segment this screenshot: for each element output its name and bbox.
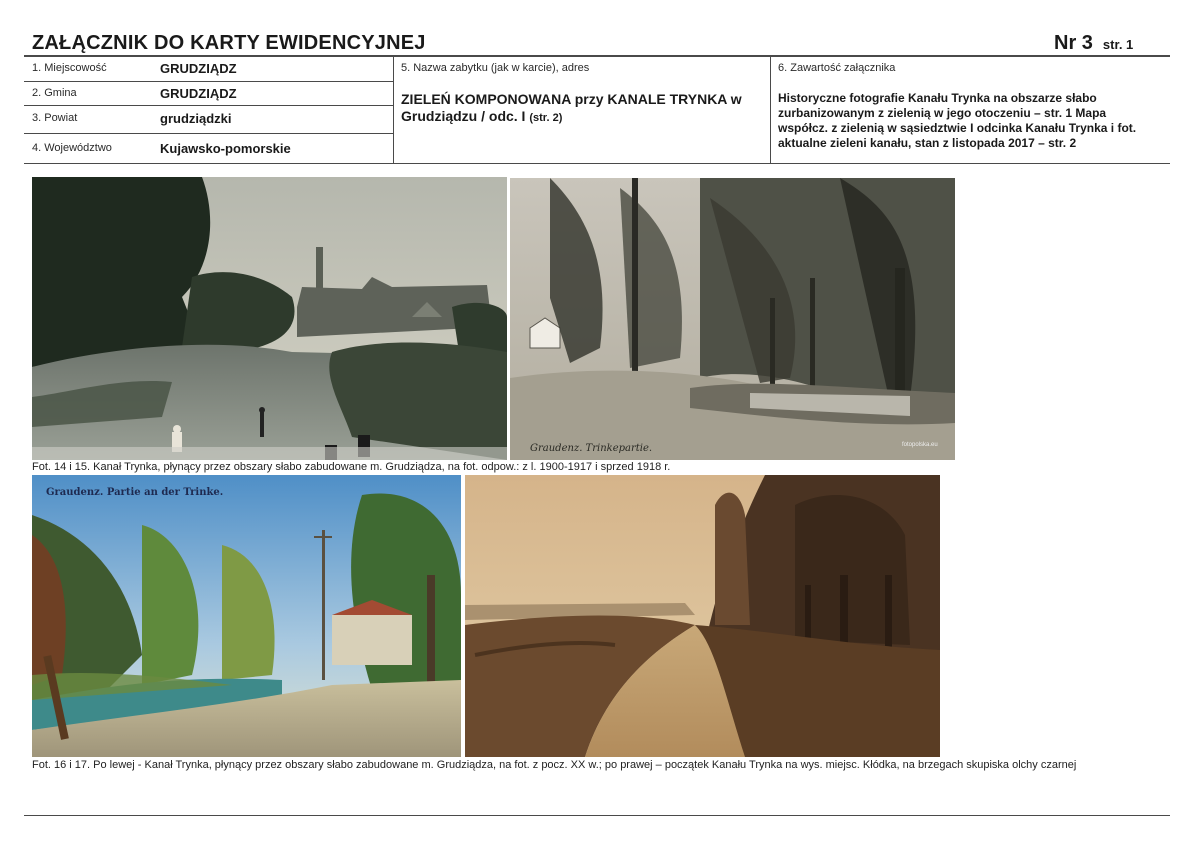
object-name bbox=[401, 91, 771, 127]
field-label-miejscowosc: 1. Miejscowość bbox=[32, 62, 107, 74]
page-number: str. 1 bbox=[1102, 37, 1134, 52]
photo-15-watermark: fotopolska.eu bbox=[902, 442, 938, 448]
caption-photos-16-17: Fot. 16 i 17. Po lewej - Kanał Trynka, płynący przez obszary słabo zabudowane m. Grudziądza, na fot. z pocz. XX w.; po prawej – początek Kanału Trynka na wys. miejsc. Kłódka, na brzegach skupiska olchy czarnej bbox=[32, 759, 1077, 771]
photo-15-inscription: Graudenz. Trinkepartie. bbox=[530, 443, 653, 454]
object-name-suffix: (str. 2) bbox=[529, 112, 563, 124]
field-label-powiat: 3. Powiat bbox=[32, 112, 78, 124]
table-bottom-border bbox=[24, 163, 1170, 164]
field-label-wojewodztwo: 4. Województwo bbox=[32, 142, 112, 154]
nr-value: 3 bbox=[1081, 32, 1093, 54]
table-row-divider bbox=[24, 105, 394, 106]
field-value-gmina: GRUDZIĄDZ bbox=[160, 86, 237, 101]
caption-photos-14-15: Fot. 14 i 15. Kanał Trynka, płynący przez obszary słabo zabudowane m. Grudziądza, na fot. odpow.: z l. 1900-1917 i sprzed 1918 r. bbox=[32, 461, 671, 473]
photo-14 bbox=[32, 177, 507, 460]
contents-label: 6. Zawartość załącznika bbox=[778, 62, 896, 74]
nr-label: Nr bbox=[1054, 32, 1077, 54]
page-title: ZAŁĄCZNIK DO KARTY EWIDENCYJNEJ bbox=[32, 32, 426, 54]
table-row-divider bbox=[24, 81, 394, 82]
photo-16-inscription: Graudenz. Partie an der Trinke. bbox=[46, 487, 224, 498]
field-value-wojewodztwo: Kujawsko-pomorskie bbox=[160, 141, 291, 156]
table-top-border bbox=[24, 55, 1170, 57]
contents-text: Historyczne fotografie Kanału Trynka na obszarze słabo zurbanizowanym z zielenią w jego otoczeniu – str. 1 Mapa współcz. z zielenią w sąsiedztwie I odcinka Kanału Trynka i fot. aktualne zieleni kanału, stan z listopada 2017 – str. 2 bbox=[778, 91, 1137, 150]
footer-line bbox=[24, 815, 1170, 816]
field-value-powiat: grudziądzki bbox=[160, 111, 232, 126]
attachment-number bbox=[1054, 32, 1133, 55]
photo-15 bbox=[510, 178, 955, 460]
field-label-gmina: 2. Gmina bbox=[32, 87, 77, 99]
photo-17 bbox=[465, 475, 940, 757]
photo-16 bbox=[32, 475, 461, 757]
table-row-divider bbox=[24, 133, 394, 134]
object-name-label: 5. Nazwa zabytku (jak w karcie), adres bbox=[401, 62, 590, 74]
object-name-text: ZIELEŃ KOMPONOWANA przy KANALE TRYNKA w Grudziądzu / odc. I bbox=[401, 91, 742, 124]
field-value-miejscowosc: GRUDZIĄDZ bbox=[160, 61, 237, 76]
table-column-divider bbox=[393, 56, 394, 164]
